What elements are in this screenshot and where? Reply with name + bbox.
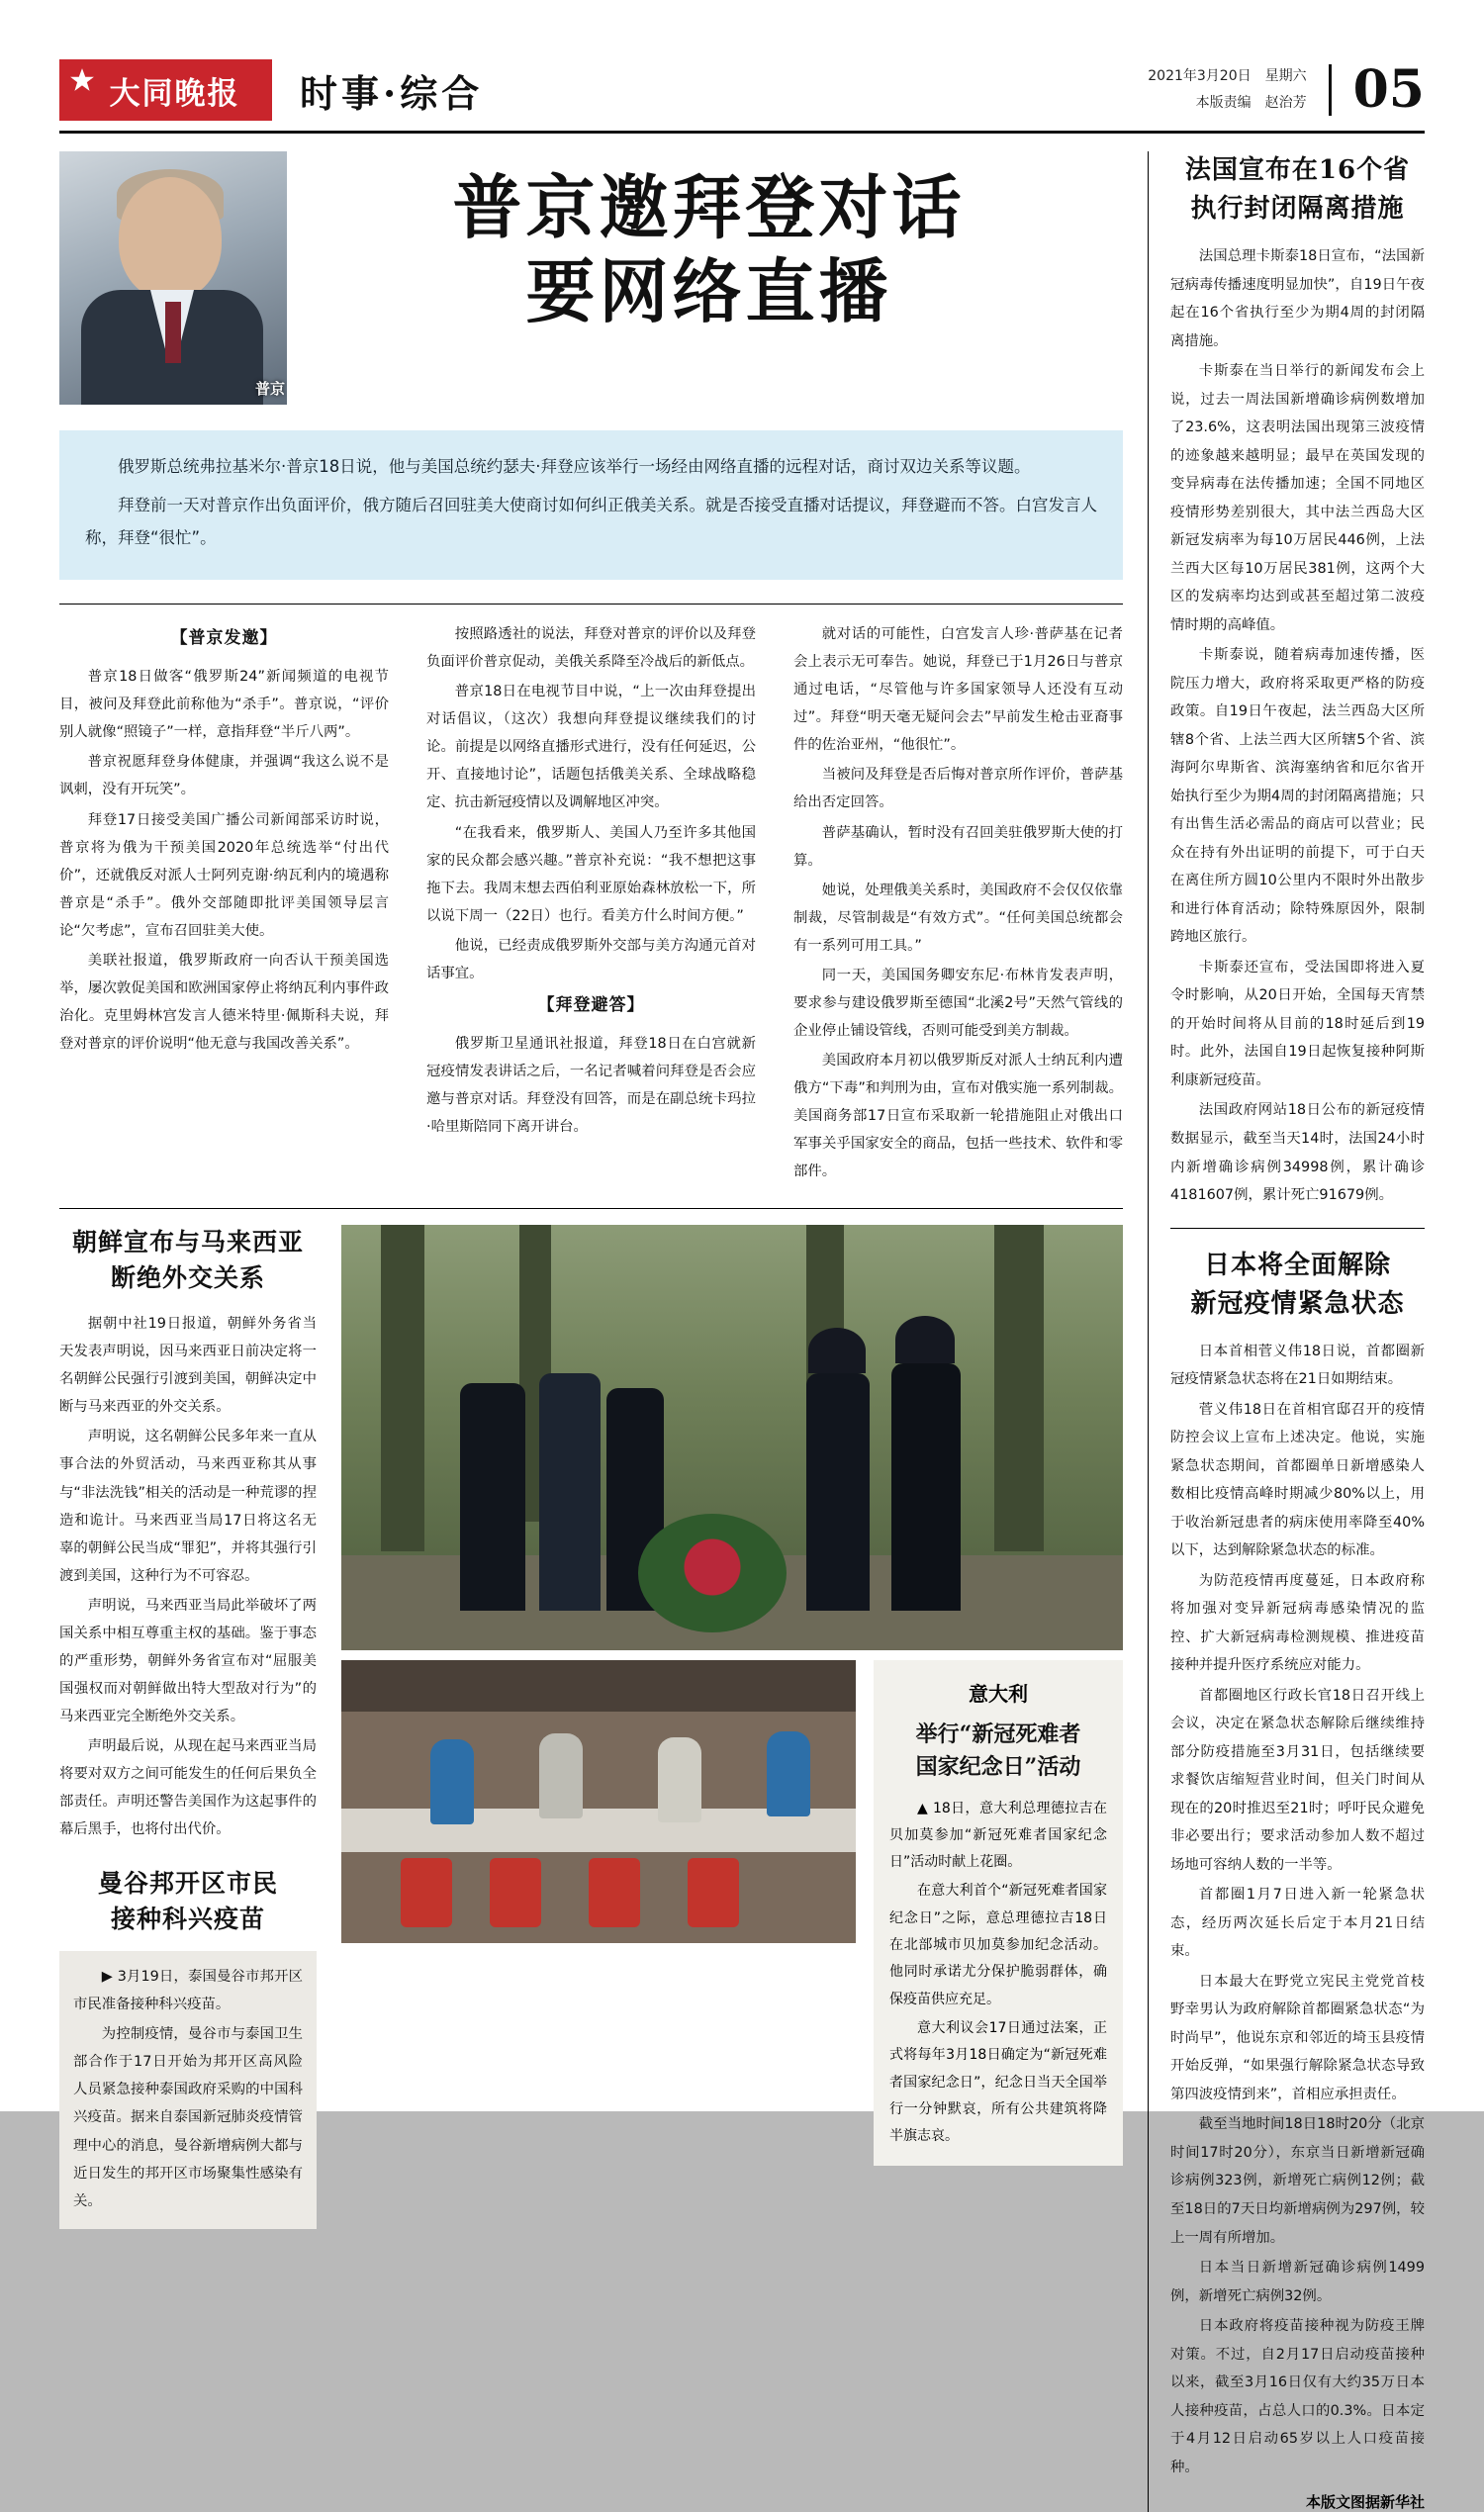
bangkok-photo-note <box>59 1951 317 2229</box>
newspaper-logo <box>59 59 272 121</box>
red-chair <box>401 1858 452 1927</box>
tree <box>381 1225 424 1551</box>
italy-lower-block <box>341 1660 1123 2167</box>
photo-caption: 普京 <box>254 380 285 398</box>
korea-story <box>59 1225 317 2229</box>
paragraph: 声明最后说，从现在起马来西亚当局将要对双方之间可能发生的任何后果负全部责任。声明还警告美国作为这起事件的幕后黑手，也将付出代价。 <box>59 1738 317 1838</box>
italy-ceremony-photo <box>341 1225 1123 1650</box>
column-subhead: 【拜登避答】 <box>537 995 645 1016</box>
paragraph: 日本政府将疫苗接种视为防疫王牌对策。不过，自2月17日启动疫苗接种以来，截至3月16日仅有大约35万日本人接种疫苗，占总人口的0.3%。日本定于4月12日启动65岁以上人口疫苗接种。 <box>1170 2318 1425 2475</box>
portrait-photo <box>59 151 287 405</box>
issue-info <box>1148 63 1328 116</box>
bangkok-vaccination-photo <box>341 1660 856 1943</box>
paragraph: 法国政府网站18日公布的新冠疫情数据显示，截至当天14时，法国24小时内新增确诊病例34998例，累计确诊4181607例，累计死亡91679例。 <box>1170 1102 1425 1204</box>
figure <box>539 1373 601 1611</box>
paragraph: 据朝中社19日报道，朝鲜外务省当天发表声明说，因马来西亚日前决定将一名朝鲜公民强行引渡到美国，朝鲜决定中断与马来西亚的外交关系。 <box>59 1316 317 1416</box>
person <box>430 1739 474 1824</box>
lower-section <box>59 1208 1123 2229</box>
ceremonial-hat <box>895 1316 955 1363</box>
headline-line-1: 普京邀拜登对话 <box>452 166 966 248</box>
story-column-2 <box>426 620 756 1188</box>
italy-title-line-1: 举行“新冠死难者 <box>915 1721 1081 1747</box>
red-chair <box>688 1858 739 1927</box>
page-body <box>59 151 1425 2512</box>
paragraph: 就对话的可能性，白宫发言人珍·普萨基在记者会上表示无可奉告。她说，拜登已于1月26日与普京通过电话，“尽管他与许多国家领导人还没有互动过”。拜登“明天毫无疑问会去”早前发生枪击亚裔事件的佐治亚州，“他很忙”。 <box>793 626 1123 754</box>
italy-story <box>874 1660 1123 2167</box>
bangkok-title-line-2: 接种科兴疫苗 <box>110 1904 265 1933</box>
paragraph: 卡斯泰在当日举行的新闻发布会上说，过去一周法国新增确诊病例数增加了23.6%，这表明法国出现第三波疫情的迹象越来越明显；最早在英国发现的变异病毒在法传播加速；全国不同地区疫情形势差别很大，其中法兰西岛大区新冠发病率为每10万居民446例，上法兰西大区每10万居民381例，这两个大区的发病率均达到或甚至超过第二波疫情时期的高峰值。 <box>1170 363 1425 633</box>
japan-title-line-2: 新冠疫情紧急状态 <box>1190 1288 1405 1319</box>
lead-headline <box>295 151 1123 334</box>
italy-country-tag: 意大利 <box>969 1681 1028 1706</box>
paragraph: 为控制疫情，曼谷市与泰国卫生部合作于17日开始为邦开区高风险人员紧急接种泰国政府采购的中国科兴疫苗。据来自泰国新冠肺炎疫情管理中心的消息，曼谷新增病例大都与近日发生的邦开区市场聚集性感染有关。 <box>73 2026 303 2209</box>
lede-paragraph: 拜登前一天对普京作出负面评价，俄方随后召回驻美大使商讨如何纠正俄美关系。就是否接受直播对话提议，拜登避而不答。白宫发言人称，拜登“很忙”。 <box>85 496 1097 547</box>
logo-text: 大同晚报 <box>109 75 240 112</box>
portrait-face <box>119 177 222 300</box>
france-title-line-1: 法国宣布在16个省 <box>1184 155 1411 185</box>
japan-story-body <box>1170 1338 1425 2482</box>
paragraph: 同一天，美国国务卿安东尼·布林肯发表声明，要求参与建设俄罗斯至德国“北溪2号”天然气管线的企业停止铺设管线，否则可能受到美方制裁。 <box>793 967 1123 1040</box>
paragraph: 美联社报道，俄罗斯政府一向否认干预美国选举，屡次敦促美国和欧洲国家停止将纳瓦利内事件政治化。克里姆林宫发言人德米特里·佩斯科夫说，拜登对普京的评价说明“他无意与我国改善关系”。 <box>59 952 389 1053</box>
masthead-right <box>1148 59 1425 121</box>
lead-story-columns <box>59 604 1123 1188</box>
column-subhead: 【普京发邀】 <box>170 628 278 648</box>
paragraph: 按照路透社的说法，拜登对普京的评价以及拜登负面评价普京促动，美俄关系降至冷战后的新低点。 <box>426 626 756 671</box>
italy-story-title <box>889 1719 1107 1784</box>
lede-paragraph: 俄罗斯总统弗拉基米尔·普京18日说，他与美国总统约瑟夫·拜登应该举行一场经由网络直播的远程对话，商讨双边关系等议题。 <box>118 457 1031 476</box>
paragraph: 日本首相菅义伟18日说，首都圈新冠疫情紧急状态将在21日如期结束。 <box>1170 1343 1425 1388</box>
france-title-line-2: 执行封闭隔离措施 <box>1190 194 1405 224</box>
paragraph: 俄罗斯卫星通讯社报道，拜登18日在白宫就新冠疫情发表讲话之后，一名记者喊着问拜登是否会应邀与普京对话。拜登没有回答，而是在副总统卡玛拉·哈里斯陪同下离开讲台。 <box>426 1036 756 1136</box>
paragraph: 他说，已经责成俄罗斯外交部与美方沟通元首对话事宜。 <box>426 937 756 981</box>
paragraph: 在意大利首个“新冠死难者国家纪念日”之际，意总理德拉吉18日在北部城市贝加莫参加纪念活动。他同时承诺尤分保护脆弱群体，确保疫苗供应充足。 <box>889 1883 1107 2007</box>
paragraph: 当被问及拜登是否后悔对普京所作评价，普萨基给出否定回答。 <box>793 767 1123 811</box>
paragraph: 卡斯泰说，随着病毒加速传播，医院压力增大，政府将采取更严格的防疫政策。自19日午夜起，法兰西岛大区所辖8个省、上法兰西大区所辖5个省、滨海阿尔卑斯省、滨海塞纳省和厄尔省开始执行至少为期4周的封闭隔离措施；只有出售生活必需品的商店可以营业；民众在持有外出证明的前提下，可于白天在离住所方圆10公里内不限时外出散步和进行体育活动；除特殊原因外，限制跨地区旅行。 <box>1170 647 1425 946</box>
person <box>767 1731 810 1816</box>
ceremonial-hat <box>808 1328 866 1373</box>
paragraph: 法国总理卡斯泰18日宣布，“法国新冠病毒传播速度明显加快”，自19日午夜起在16个省执行至少为期4周的封闭隔离措施。 <box>1170 248 1425 349</box>
paragraph: 日本当日新增新冠确诊病例1499例，新增死亡病例32例。 <box>1170 2260 1425 2304</box>
masthead <box>59 59 1425 134</box>
main-column <box>59 151 1123 2512</box>
person <box>539 1733 583 1818</box>
paragraph: 菅义伟18日在首相官邸召开的疫情防控会议上宣布上述决定。他说，实施紧急状态期间，首都圈单日新增感染人数相比疫情高峰时期减少80%以上，用于收治新冠患者的病床使用率降至40%以下，达到解除紧急状态的标准。 <box>1170 1401 1425 1559</box>
france-story-title <box>1170 151 1425 229</box>
story-column-3 <box>793 620 1123 1188</box>
figure <box>806 1373 870 1611</box>
paragraph: 普萨基确认，暂时没有召回美驻俄罗斯大使的打算。 <box>793 824 1123 869</box>
korea-title-line-1: 朝鲜宣布与马来西亚 <box>71 1227 304 1256</box>
issue-date: 2021年3月20日 星期六 <box>1148 68 1307 85</box>
paragraph: 卡斯泰还宣布，受法国即将进入夏令时影响，从20日开始，全国每天宵禁的开始时间将从目前的18时延后到19时。此外，法国自19日起恢复接种阿斯利康新冠疫苗。 <box>1170 959 1425 1088</box>
figure <box>460 1383 525 1611</box>
korea-title-line-2: 断绝外交关系 <box>110 1262 265 1292</box>
italy-story-body <box>889 1796 1107 2151</box>
section-divider <box>1170 1228 1425 1229</box>
japan-story-title <box>1170 1247 1425 1324</box>
paragraph: ▶ 3月19日，泰国曼谷市邦开区市民准备接种科兴疫苗。 <box>73 1969 303 2013</box>
paragraph: 为防范疫情再度蔓延，日本政府称将加强对变异新冠病毒感染情况的监控、扩大新冠病毒检测规模、推进疫苗接种并提升医疗系统应对能力。 <box>1170 1572 1425 1674</box>
lead-summary <box>59 430 1123 580</box>
korea-story-body <box>59 1310 317 1843</box>
red-chair <box>490 1858 541 1927</box>
story-column-1 <box>59 620 389 1188</box>
portrait-tie <box>165 302 181 363</box>
tree <box>994 1225 1044 1551</box>
sidebar-column <box>1148 151 1425 2512</box>
section-title: 时事·综合 <box>300 70 484 116</box>
paragraph: 她说，处理俄美关系时，美国政府不会仅仅依靠制裁，尽管制裁是“有效方式”。“任何美国总统都会有一系列可用工具。” <box>793 882 1123 954</box>
italy-title-line-2: 国家纪念日”活动 <box>915 1753 1081 1780</box>
headline-line-2: 要网络直播 <box>525 250 892 333</box>
page-number: 05 <box>1329 64 1425 116</box>
paragraph: 声明说，这名朝鲜公民多年来一直从事合法的外贸活动，马来西亚称其从事与“非法洗钱”相关的活动是一种荒谬的捏造和诡计。马来西亚当局17日将这名无辜的朝鲜公民当成“罪犯”，并将其强行引渡到美国，这种行为不可容忍。 <box>59 1429 317 1584</box>
paragraph: 截至当地时间18日18时20分（北京时间17时20分），东京当日新增新冠确诊病例323例，新增死亡病例12例；截至18日的7天日均新增病例为297例，较上一周有所增加。 <box>1170 2116 1425 2246</box>
bangkok-story <box>59 1866 317 2229</box>
red-chair <box>589 1858 640 1927</box>
paragraph: “在我看来，俄罗斯人、美国人乃至许多其他国家的民众都会感兴趣。”普京补充说：“我不想把这事拖下去。我周末想去西伯利亚原始森林放松一下，所以说下周一（22日）也行。看美方什么时间方便。” <box>426 824 756 924</box>
bangkok-story-title <box>59 1866 317 1938</box>
paragraph: 意大利议会17日通过法案，正式将每年3月18日确定为“新冠死难者国家纪念日”，纪念日当天全国举行一分钟默哀，所有公共建筑将降半旗志哀。 <box>889 2019 1107 2145</box>
paragraph: 日本最大在野党立宪民主党党首枝野幸男认为政府解除首都圈紧急状态“为时尚早”，他说东京和邻近的埼玉县疫情开始反弹，“如果强行解除紧急状态导致第四波疫情到来”，首相应承担责任。 <box>1170 1973 1425 2102</box>
japan-title-line-1: 日本将全面解除 <box>1203 1250 1391 1280</box>
paragraph: 普京祝愿拜登身体健康，并强调“我这么说不是讽刺，没有开玩笑”。 <box>59 754 389 798</box>
italy-photo-block <box>341 1225 1123 2229</box>
paragraph: ▲ 18日，意大利总理德拉吉在贝加莫参加“新冠死难者国家纪念日”活动时献上花圈。 <box>889 1800 1107 1871</box>
wreath <box>638 1514 787 1632</box>
korea-story-title <box>59 1225 317 1297</box>
photo-roof <box>341 1660 856 1712</box>
bangkok-title-line-1: 曼谷邦开区市民 <box>97 1868 278 1898</box>
paragraph: 首都圈1月7日进入新一轮紧急状态，经历两次延长后定于本月21日结束。 <box>1170 1887 1425 1960</box>
lead-story-header <box>59 151 1123 405</box>
paragraph: 首都圈地区行政长官18日召开线上会议，决定在紧急状态解除后继续维持部分防疫措施至3月31日，包括继续要求餐饮店缩短营业时间，但关门时间从现在的20时推迟至21时；呼吁民众避免非必要出行；要求活动参加人数不超过场地可容纳人数的一半等。 <box>1170 1687 1425 1873</box>
paragraph: 普京18日做客“俄罗斯24”新闻频道的电视节目，被问及拜登此前称他为“杀手”。普京说，“评价别人就像“照镜子”一样，意指拜登“半斤八两”。 <box>59 669 389 741</box>
issue-editor: 本版责编 赵治芳 <box>1195 95 1307 111</box>
person <box>658 1737 701 1822</box>
france-story-body <box>1170 242 1425 1210</box>
star-icon <box>69 67 95 93</box>
paragraph: 声明说，马来西亚当局此举破坏了两国关系中相互尊重主权的基础。鉴于事态的严重形势，朝鲜外务省宣布对“屈服美国强权而对朝鲜做出特大型敌对行为”的马来西亚完全断绝外交关系。 <box>59 1597 317 1725</box>
figure <box>891 1363 961 1611</box>
paragraph: 拜登17日接受美国广播公司新闻部采访时说，普京将为俄为干预美国2020年总统选举“付出代价”，还就俄反对派人士阿列克谢·纳瓦利内的境遇称普京是“杀手”。俄外交部随即批评美国领导层言论“欠考虑”，宣布召回驻美大使。 <box>59 811 389 939</box>
paragraph: 美国政府本月初以俄罗斯反对派人士纳瓦利内遭俄方“下毒”和判刑为由，宣布对俄实施一系列制裁。美国商务部17日宣布采取新一轮措施阻止对俄出口军事关乎国家安全的商品，包括一些技术、软件和零部件。 <box>793 1053 1123 1180</box>
paragraph: 普京18日在电视节目中说，“上一次由拜登提出对话倡议，（这次）我想向拜登提议继续我们的讨论。前提是以网络直播形式进行，没有任何延迟，公开、直接地讨论”，话题包括俄美关系、全球战略稳定、抗击新冠疫情以及调解地区冲突。 <box>426 684 756 811</box>
page-credit: 本版文图据新华社 <box>1305 2493 1425 2512</box>
putin-portrait <box>59 151 295 405</box>
